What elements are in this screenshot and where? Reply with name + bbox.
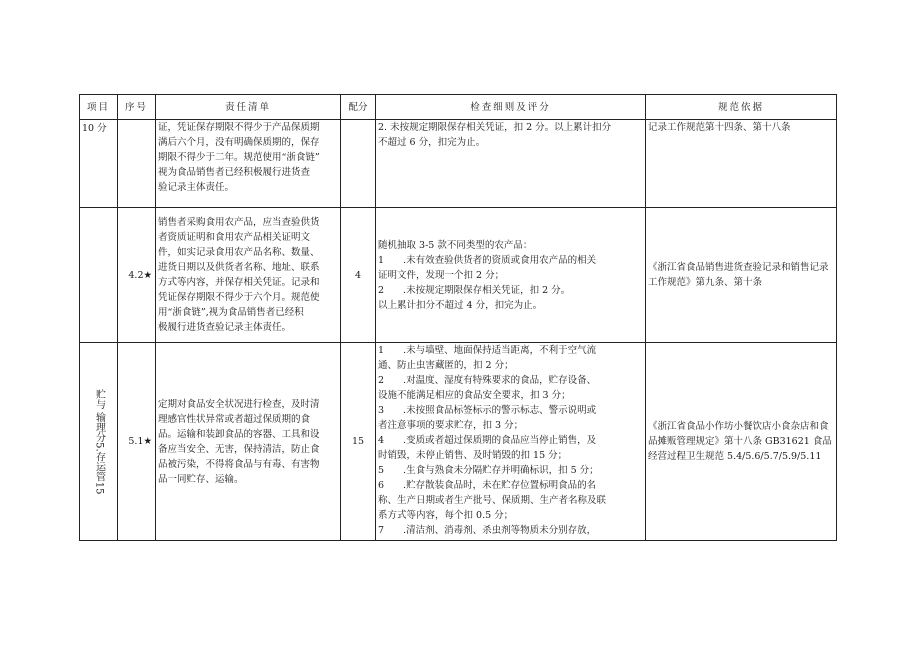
responsibility-line: 期限不得少于二年。规范使用“浙食链” <box>158 152 320 163</box>
responsibility-line: 凭证保存期限不得少于六个月。规范使 <box>158 292 320 303</box>
responsibility-line: 理感官性状异常或者超过保质期的食 <box>158 413 311 425</box>
responsibility-line: 销售者采购食用农产品，应当查验供货 <box>158 217 320 228</box>
responsibility-cell <box>156 120 341 208</box>
responsibility-line: 满后六个月，没有明确保质期的，保存 <box>158 137 320 148</box>
inspection-line: 随机抽取 3-5 款不同类型的农产品： <box>378 239 533 251</box>
inspection-line: 6 .贮存散装食品时，未在贮存位置标明食品的名 <box>378 480 597 491</box>
project-cell <box>80 208 118 343</box>
header-number: 序号 <box>118 95 156 120</box>
responsibility-line: 品一同贮存、运输。 <box>158 473 244 485</box>
responsibility-line: 定期对食品安全状况进行检查，及时清 <box>158 398 320 410</box>
responsibility-line: 品被污染，不得将食品与有毒、有害物 <box>158 458 320 470</box>
responsibility-line: 视为食品销售者已经积极履行进货查 <box>158 167 311 178</box>
inspection-line: 称、生产日期或者生产批号、保质期、生产者名称及联 <box>378 495 607 506</box>
inspection-line: 1 .未与墙壁、地面保持适当距离，不利于空气流 <box>378 345 597 356</box>
inspection-line: 以上累计扣分不超过 4 分，扣完为止。 <box>378 299 543 311</box>
table-row <box>80 208 837 343</box>
header-score: 配分 <box>341 95 376 120</box>
inspection-line: 不超过 6 分，扣完为止。 <box>378 137 486 148</box>
responsibility-line: 品。运输和装卸食品的容器、工具和设 <box>158 428 320 440</box>
inspection-line: 2 .对温度、湿度有特殊要求的食品，贮存设备、 <box>378 375 597 386</box>
inspection-line: 2. 未按规定期限保存相关凭证，扣 2 分。以上累计扣分 <box>378 122 612 133</box>
inspection-line: 者注意事项的要求贮存，扣 3 分； <box>378 420 524 431</box>
responsibility-line: 极履行进货查验记录主体责任。 <box>158 322 292 333</box>
responsibility-cell <box>156 343 341 541</box>
number-cell: 5.1★ <box>118 343 156 541</box>
inspection-line: 5 .生食与熟食未分隔贮存并明确标识，扣 5 分； <box>378 465 599 476</box>
header-responsibility: 责任清单 <box>156 95 341 120</box>
score-cell: 15 <box>341 343 376 541</box>
project-cell <box>80 343 118 541</box>
basis-cell: 记录工作规范第十四条、第十八条 <box>646 120 837 208</box>
table-header-row <box>80 95 837 120</box>
inspection-line: 1 .未有效查验供货者的资质或食用农产品的相关 <box>378 254 597 266</box>
responsibility-line: 方式等内容，并保存相关凭证。记录和 <box>158 277 320 288</box>
header-basis: 规范依据 <box>646 95 837 120</box>
table-row <box>80 120 837 208</box>
inspection-line: 设施不能满足相应的食品安全要求，扣 3 分； <box>378 390 571 401</box>
header-project: 项目 <box>80 95 118 120</box>
responsibility-line: 验记录主体责任。 <box>158 182 235 193</box>
inspection-line: 系方式等内容，每个扣 0.5 分； <box>378 510 514 521</box>
responsibility-line: 件，如实记录食用农产品名称、数量、 <box>158 247 320 258</box>
inspection-cell <box>376 120 646 208</box>
inspection-table <box>79 94 837 541</box>
inspection-line: 时销毁，未停止销售、及时销毁的扣 15 分； <box>378 450 568 461</box>
table-row <box>80 343 837 541</box>
header-inspection: 检查细则及评分 <box>376 95 646 120</box>
inspection-line: 4 .变质或者超过保质期的食品应当停止销售，及 <box>378 435 597 446</box>
inspection-line: 通、防止虫害藏匿的，扣 2 分； <box>378 360 514 371</box>
responsibility-cell <box>156 208 341 343</box>
score-cell <box>341 120 376 208</box>
inspection-cell <box>376 343 646 541</box>
score-cell: 4 <box>341 208 376 343</box>
basis-cell: 《浙江省食品销售进货查验记录和销售记录工作规范》第九条、第十条 <box>646 208 837 343</box>
inspection-line: 7 .清洁剂、消毒剂、杀虫剂等物质未分别存放， <box>378 525 597 536</box>
number-cell <box>118 120 156 208</box>
inspection-line: 2 .未按规定期限保存相关凭证，扣 2 分。 <box>378 284 571 296</box>
responsibility-line: 证，凭证保存期限不得少于产品保质期 <box>158 122 320 133</box>
basis-cell: 《浙江省食品小作坊小餐饮店小食杂店和食品摊贩管理规定》第十八条 GB31621 食品经营过程卫生规范 5.4/5.6/5.7/5.9/5.11 <box>646 343 837 541</box>
number-cell: 4.2★ <box>118 208 156 343</box>
project-vertical-label: 贮与 输理分5.存运管15 <box>93 388 105 495</box>
project-cell: 10 分 <box>80 120 118 208</box>
responsibility-line: 用“浙食链”,视为食品销售者已经积 <box>158 307 304 318</box>
inspection-line: 证明文件，发现一个扣 2 分； <box>378 269 505 281</box>
responsibility-line: 进货日期以及供货者名称、地址、联系 <box>158 262 320 273</box>
responsibility-line: 者资质证明和食用农产品相关证明文 <box>158 232 311 243</box>
inspection-cell <box>376 208 646 343</box>
responsibility-line: 备应当安全、无害，保持清洁，防止食 <box>158 443 320 455</box>
inspection-line: 3 .未按照食品标签标示的警示标志、警示说明或 <box>378 405 597 416</box>
